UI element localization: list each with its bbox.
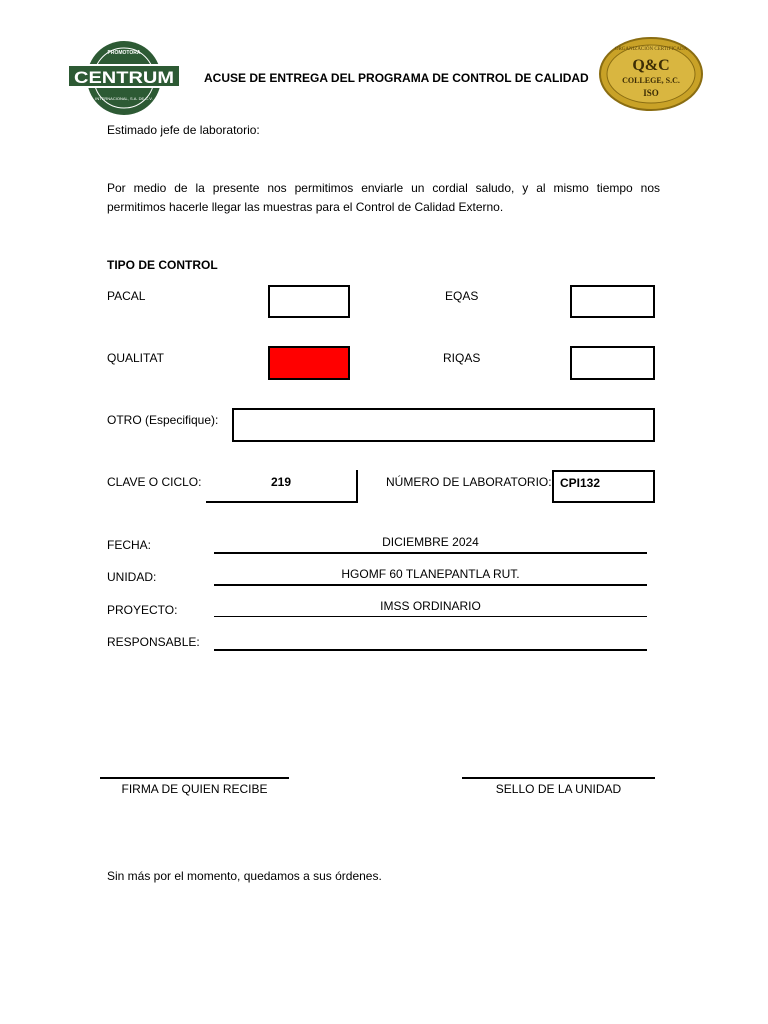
pacal-checkbox[interactable]	[268, 285, 350, 318]
logo-left-arc-text: PROMOTORA	[107, 50, 141, 56]
proyecto-field[interactable]	[214, 598, 647, 617]
clave-field[interactable]	[206, 470, 358, 503]
tipo-control-heading: TIPO DE CONTROL	[107, 258, 218, 272]
qualitat-label: QUALITAT	[107, 351, 164, 365]
qc-college-seal-graphic	[598, 36, 704, 112]
intro-line-1: Por medio de la presente nos permitimos enviarle un cordial saludo, y al mismo tiempo nos	[107, 181, 660, 195]
numero-lab-value: CPI132	[560, 476, 601, 490]
logo-left-main-text: CENTRUM	[74, 68, 174, 87]
unidad-field[interactable]	[214, 566, 647, 586]
fecha-label: FECHA:	[107, 538, 152, 552]
seal-line1: Q&C	[632, 57, 670, 74]
riqas-checkbox[interactable]	[570, 346, 655, 380]
document-title: ACUSE DE ENTREGA DEL PROGRAMA DE CONTROL DE CALIDAD	[204, 71, 589, 85]
closing-text: Sin más por el momento, quedamos a sus órdenes.	[107, 869, 382, 883]
fecha-field[interactable]	[214, 534, 647, 554]
fecha-value: DICIEMBRE 2024	[382, 535, 479, 549]
otro-field[interactable]	[232, 408, 655, 442]
firma-label: FIRMA DE QUIEN RECIBE	[121, 782, 268, 796]
qc-college-seal	[598, 36, 704, 112]
unidad-label: UNIDAD:	[107, 570, 157, 584]
firma-line	[100, 777, 289, 779]
unidad-value: HGOMF 60 TLANEPANTLA RUT.	[341, 567, 520, 581]
qualitat-checkbox-selected[interactable]	[268, 346, 350, 380]
otro-label: OTRO (Especifique):	[107, 413, 219, 427]
proyecto-label: PROYECTO:	[107, 603, 178, 617]
centrum-logo-graphic	[64, 38, 184, 118]
numero-lab-field[interactable]	[552, 470, 655, 503]
intro-paragraph	[107, 179, 660, 217]
riqas-label: RIQAS	[443, 351, 481, 365]
clave-label: CLAVE O CICLO:	[107, 475, 202, 489]
responsable-label: RESPONSABLE:	[107, 635, 200, 649]
centrum-logo	[64, 38, 184, 118]
sello-label: SELLO DE LA UNIDAD	[495, 782, 622, 796]
responsable-field[interactable]	[214, 631, 647, 651]
intro-line-2: permitimos hacerle llegar las muestras para el Control de Calidad Externo.	[107, 200, 504, 214]
greeting: Estimado jefe de laboratorio:	[107, 123, 260, 137]
proyecto-value: IMSS ORDINARIO	[380, 599, 481, 613]
numero-lab-label: NÚMERO DE LABORATORIO:	[386, 475, 552, 489]
seal-arc-text: ORGANIZACIÓN CERTIFICADA	[614, 47, 688, 52]
seal-line3: ISO	[643, 88, 659, 98]
logo-left-bottom-text: INTERNACIONAL, S.A. DE C.V.	[95, 96, 153, 101]
seal-line2: COLLEGE, S.C.	[622, 76, 680, 85]
pacal-label: PACAL	[107, 289, 146, 303]
eqas-label: EQAS	[445, 289, 479, 303]
clave-value: 219	[271, 475, 292, 489]
sello-line	[462, 777, 655, 779]
eqas-checkbox[interactable]	[570, 285, 655, 318]
